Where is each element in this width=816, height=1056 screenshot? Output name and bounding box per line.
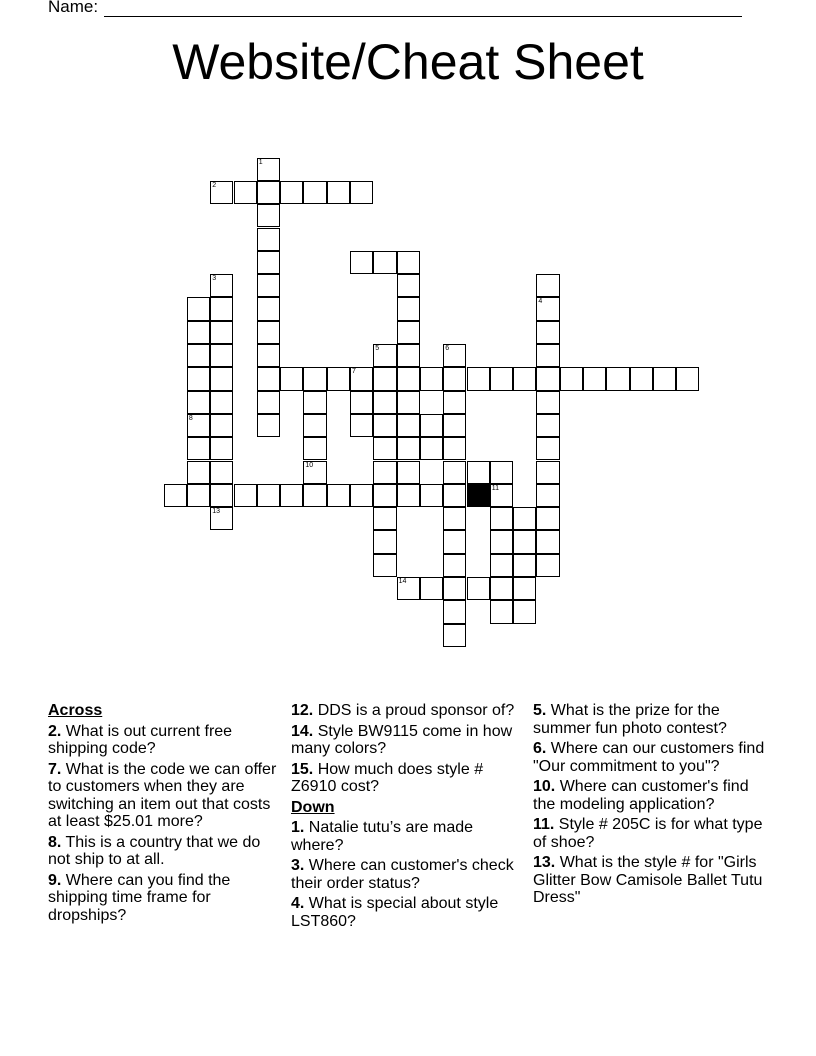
clue-column-3 bbox=[533, 702, 765, 910]
grid-cell[interactable] bbox=[443, 577, 466, 600]
grid-cell[interactable] bbox=[257, 391, 280, 414]
grid-cell[interactable] bbox=[397, 251, 420, 274]
grid-cell[interactable] bbox=[210, 414, 233, 437]
grid-cell[interactable] bbox=[443, 437, 466, 460]
down-clue bbox=[291, 857, 523, 892]
grid-cell[interactable] bbox=[490, 577, 513, 600]
grid-cell[interactable] bbox=[373, 367, 396, 390]
grid-cell[interactable] bbox=[373, 344, 396, 367]
grid-cell[interactable] bbox=[490, 507, 513, 530]
grid-cell[interactable] bbox=[210, 391, 233, 414]
name-blank-line[interactable] bbox=[104, 16, 742, 17]
clue-number-label: 4 bbox=[538, 298, 543, 306]
clue-text: Style BW9115 come in how many colors? bbox=[291, 722, 513, 757]
clue-number-label: 14 bbox=[398, 578, 407, 585]
clue-number: 10. bbox=[533, 778, 556, 795]
grid-cell[interactable] bbox=[443, 414, 466, 437]
grid-cell[interactable] bbox=[490, 600, 513, 623]
down-clue-list-continued bbox=[533, 702, 765, 907]
grid-block-cell bbox=[467, 484, 490, 507]
clue-number-label: 2 bbox=[212, 181, 217, 189]
grid-cell[interactable] bbox=[443, 507, 466, 530]
grid-cell[interactable] bbox=[257, 414, 280, 437]
across-clue-list bbox=[48, 723, 280, 925]
clue-number: 2. bbox=[48, 722, 62, 740]
down-clue bbox=[533, 740, 765, 775]
across-clue bbox=[48, 723, 280, 758]
grid-cell[interactable] bbox=[257, 181, 280, 204]
down-clue bbox=[533, 778, 765, 813]
grid-cell[interactable] bbox=[327, 181, 350, 204]
grid-cell[interactable] bbox=[373, 554, 396, 577]
clue-number: 14. bbox=[291, 722, 314, 740]
grid-cell[interactable] bbox=[443, 554, 466, 577]
clue-number: 7. bbox=[48, 760, 62, 778]
clue-text: Where can customer's find the modeling application? bbox=[533, 778, 749, 813]
grid-cell[interactable] bbox=[513, 367, 536, 390]
across-clue-list-continued bbox=[291, 702, 523, 796]
grid-cell[interactable] bbox=[443, 344, 466, 367]
grid-cell[interactable] bbox=[676, 367, 699, 390]
grid-cell[interactable] bbox=[443, 530, 466, 553]
grid-cell[interactable] bbox=[303, 391, 326, 414]
clue-text: Natalie tutu’s are made where? bbox=[291, 819, 474, 854]
grid-cell[interactable] bbox=[350, 391, 373, 414]
grid-cell[interactable] bbox=[280, 484, 303, 507]
grid-cell[interactable] bbox=[630, 367, 653, 390]
across-clue bbox=[291, 702, 523, 720]
grid-cell[interactable] bbox=[536, 367, 559, 390]
grid-cell[interactable] bbox=[536, 274, 559, 297]
grid-cell[interactable] bbox=[280, 181, 303, 204]
down-clue bbox=[533, 854, 765, 907]
grid-cell[interactable] bbox=[210, 181, 233, 204]
grid-cell[interactable] bbox=[397, 344, 420, 367]
grid-cell[interactable] bbox=[397, 414, 420, 437]
grid-cell[interactable] bbox=[536, 414, 559, 437]
clue-number-label: 13 bbox=[212, 508, 220, 516]
grid-cell[interactable] bbox=[536, 391, 559, 414]
clue-number: 9. bbox=[48, 871, 62, 889]
clue-column-2 bbox=[291, 702, 523, 933]
grid-cell[interactable] bbox=[420, 437, 443, 460]
clue-text: Where can you find the shipping time frame for dropships? bbox=[48, 871, 231, 924]
grid-cell[interactable] bbox=[583, 367, 606, 390]
down-clue bbox=[291, 895, 523, 930]
clue-number: 15. bbox=[291, 760, 314, 778]
grid-cell[interactable] bbox=[560, 367, 583, 390]
grid-cell[interactable] bbox=[443, 624, 466, 647]
grid-cell[interactable] bbox=[443, 461, 466, 484]
clue-number-label: 3 bbox=[212, 275, 217, 283]
grid-cell[interactable] bbox=[350, 367, 373, 390]
grid-cell[interactable] bbox=[187, 367, 210, 390]
clue-number: 1. bbox=[291, 819, 305, 836]
clue-number: 5. bbox=[533, 702, 547, 719]
grid-cell[interactable] bbox=[257, 228, 280, 251]
clue-number-label: 11 bbox=[491, 484, 500, 492]
grid-cell[interactable] bbox=[490, 484, 513, 507]
clue-number: 13. bbox=[533, 854, 556, 871]
clue-text: What is out current free shipping code? bbox=[48, 722, 233, 757]
clue-number: 12. bbox=[291, 702, 314, 719]
grid-cell[interactable] bbox=[350, 484, 373, 507]
clue-number-label: 6 bbox=[445, 345, 450, 352]
grid-cell[interactable] bbox=[257, 251, 280, 274]
clue-text: Where can our customers find "Our commitment to you"? bbox=[533, 740, 765, 775]
across-clue bbox=[48, 872, 280, 925]
grid-cell[interactable] bbox=[257, 158, 280, 181]
grid-cell[interactable] bbox=[513, 600, 536, 623]
grid-cell[interactable] bbox=[420, 577, 443, 600]
grid-cell[interactable] bbox=[187, 297, 210, 320]
grid-cell[interactable] bbox=[490, 461, 513, 484]
grid-cell[interactable] bbox=[210, 297, 233, 320]
clue-text: Style # 205C is for what type of shoe? bbox=[533, 816, 763, 851]
grid-cell[interactable] bbox=[210, 321, 233, 344]
grid-cell[interactable] bbox=[443, 484, 466, 507]
grid-cell[interactable] bbox=[210, 484, 233, 507]
grid-cell[interactable] bbox=[234, 181, 257, 204]
down-clue bbox=[533, 702, 765, 737]
clue-text: DDS is a proud sponsor of? bbox=[313, 702, 515, 719]
grid-cell[interactable] bbox=[350, 414, 373, 437]
grid-cell[interactable] bbox=[234, 484, 257, 507]
grid-cell[interactable] bbox=[490, 367, 513, 390]
grid-cell[interactable] bbox=[373, 461, 396, 484]
grid-cell[interactable] bbox=[536, 437, 559, 460]
across-clue bbox=[48, 834, 280, 869]
grid-cell[interactable] bbox=[303, 367, 326, 390]
grid-cell[interactable] bbox=[536, 461, 559, 484]
grid-cell[interactable] bbox=[257, 204, 280, 227]
across-clue bbox=[291, 761, 523, 796]
grid-cell[interactable] bbox=[467, 461, 490, 484]
clue-text: How much does style # Z6910 cost? bbox=[291, 760, 484, 795]
grid-cell[interactable] bbox=[210, 507, 233, 530]
clue-text: What is special about style LST860? bbox=[291, 895, 499, 930]
name-label: Name: bbox=[48, 0, 99, 16]
grid-cell[interactable] bbox=[397, 321, 420, 344]
clue-text: This is a country that we do not ship to at all. bbox=[48, 833, 261, 868]
grid-cell[interactable] bbox=[490, 554, 513, 577]
grid-cell[interactable] bbox=[187, 437, 210, 460]
grid-cell[interactable] bbox=[536, 554, 559, 577]
grid-cell[interactable] bbox=[327, 367, 350, 390]
across-clue bbox=[291, 723, 523, 758]
grid-cell[interactable] bbox=[467, 367, 490, 390]
clue-number-label: 8 bbox=[188, 414, 193, 422]
grid-cell[interactable] bbox=[210, 367, 233, 390]
grid-cell[interactable] bbox=[303, 437, 326, 460]
grid-cell[interactable] bbox=[187, 461, 210, 484]
clue-text: What is the prize for the summer fun photo contest? bbox=[533, 702, 727, 737]
grid-cell[interactable] bbox=[536, 344, 559, 367]
clue-number: 8. bbox=[48, 833, 62, 851]
grid-cell[interactable] bbox=[373, 530, 396, 553]
clue-number: 11. bbox=[533, 816, 555, 833]
grid-cell[interactable] bbox=[210, 344, 233, 367]
grid-cell[interactable] bbox=[397, 391, 420, 414]
grid-cell[interactable] bbox=[373, 484, 396, 507]
grid-cell[interactable] bbox=[420, 414, 443, 437]
grid-cell[interactable] bbox=[397, 461, 420, 484]
clue-column-1 bbox=[48, 702, 280, 927]
clue-number-label: 7 bbox=[352, 368, 356, 376]
grid-cell[interactable] bbox=[187, 414, 210, 437]
grid-cell[interactable] bbox=[397, 577, 420, 600]
down-header: Down bbox=[291, 798, 335, 816]
grid-cell[interactable] bbox=[373, 507, 396, 530]
grid-cell[interactable] bbox=[536, 507, 559, 530]
down-clue bbox=[533, 816, 765, 851]
clue-number: 3. bbox=[291, 857, 305, 874]
grid-cell[interactable] bbox=[490, 530, 513, 553]
grid-cell[interactable] bbox=[187, 391, 210, 414]
grid-cell[interactable] bbox=[397, 437, 420, 460]
grid-cell[interactable] bbox=[536, 484, 559, 507]
grid-cell[interactable] bbox=[420, 484, 443, 507]
grid-cell[interactable] bbox=[513, 507, 536, 530]
clue-text: What is the style # for "Girls Glitter Bow Camisole Ballet Tutu Dress" bbox=[533, 854, 763, 906]
down-clue bbox=[291, 819, 523, 854]
grid-cell[interactable] bbox=[257, 297, 280, 320]
grid-cell[interactable] bbox=[443, 391, 466, 414]
grid-cell[interactable] bbox=[373, 251, 396, 274]
across-clue bbox=[48, 761, 280, 831]
grid-cell[interactable] bbox=[397, 367, 420, 390]
grid-cell[interactable] bbox=[397, 274, 420, 297]
clue-number: 6. bbox=[533, 740, 547, 757]
grid-cell[interactable] bbox=[187, 344, 210, 367]
clue-number: 4. bbox=[291, 895, 305, 912]
grid-cell[interactable] bbox=[536, 530, 559, 553]
grid-cell[interactable] bbox=[513, 554, 536, 577]
grid-cell[interactable] bbox=[257, 484, 280, 507]
grid-cell[interactable] bbox=[397, 297, 420, 320]
grid-cell[interactable] bbox=[257, 344, 280, 367]
grid-cell[interactable] bbox=[513, 530, 536, 553]
page-title: Website/Cheat Sheet bbox=[172, 34, 644, 90]
grid-cell[interactable] bbox=[303, 484, 326, 507]
grid-cell[interactable] bbox=[210, 274, 233, 297]
grid-cell[interactable] bbox=[373, 391, 396, 414]
grid-cell[interactable] bbox=[350, 181, 373, 204]
grid-cell[interactable] bbox=[210, 461, 233, 484]
grid-cell[interactable] bbox=[257, 274, 280, 297]
grid-cell[interactable] bbox=[443, 367, 466, 390]
clue-number-label: 1 bbox=[258, 158, 263, 166]
grid-cell[interactable] bbox=[327, 484, 350, 507]
clue-text: Where can customer's check their order status? bbox=[291, 857, 514, 892]
clue-number-label: 5 bbox=[375, 345, 380, 352]
grid-cell[interactable] bbox=[397, 484, 420, 507]
grid-cell[interactable] bbox=[164, 484, 187, 507]
grid-cell[interactable] bbox=[443, 600, 466, 623]
grid-cell[interactable] bbox=[536, 297, 559, 320]
grid-cell[interactable] bbox=[653, 367, 676, 390]
across-header: Across bbox=[48, 702, 103, 719]
grid-cell[interactable] bbox=[257, 321, 280, 344]
grid-cell[interactable] bbox=[350, 251, 373, 274]
down-clue-list bbox=[291, 819, 523, 930]
grid-cell[interactable] bbox=[420, 367, 443, 390]
clue-text: What is the code we can offer to customers when they are switching an item out that costs at least $25.01 more? bbox=[48, 760, 277, 830]
grid-cell[interactable] bbox=[373, 437, 396, 460]
grid-cell[interactable] bbox=[373, 414, 396, 437]
grid-cell[interactable] bbox=[187, 321, 210, 344]
clue-number-label: 10 bbox=[305, 461, 314, 469]
grid-cell[interactable] bbox=[303, 414, 326, 437]
grid-cell[interactable] bbox=[303, 461, 326, 484]
grid-cell[interactable] bbox=[303, 181, 326, 204]
grid-cell[interactable] bbox=[280, 367, 303, 390]
grid-cell[interactable] bbox=[187, 484, 210, 507]
grid-cell[interactable] bbox=[210, 437, 233, 460]
grid-cell[interactable] bbox=[606, 367, 629, 390]
grid-cell[interactable] bbox=[536, 321, 559, 344]
grid-cell[interactable] bbox=[513, 577, 536, 600]
grid-cell[interactable] bbox=[467, 577, 490, 600]
grid-cell[interactable] bbox=[257, 367, 280, 390]
